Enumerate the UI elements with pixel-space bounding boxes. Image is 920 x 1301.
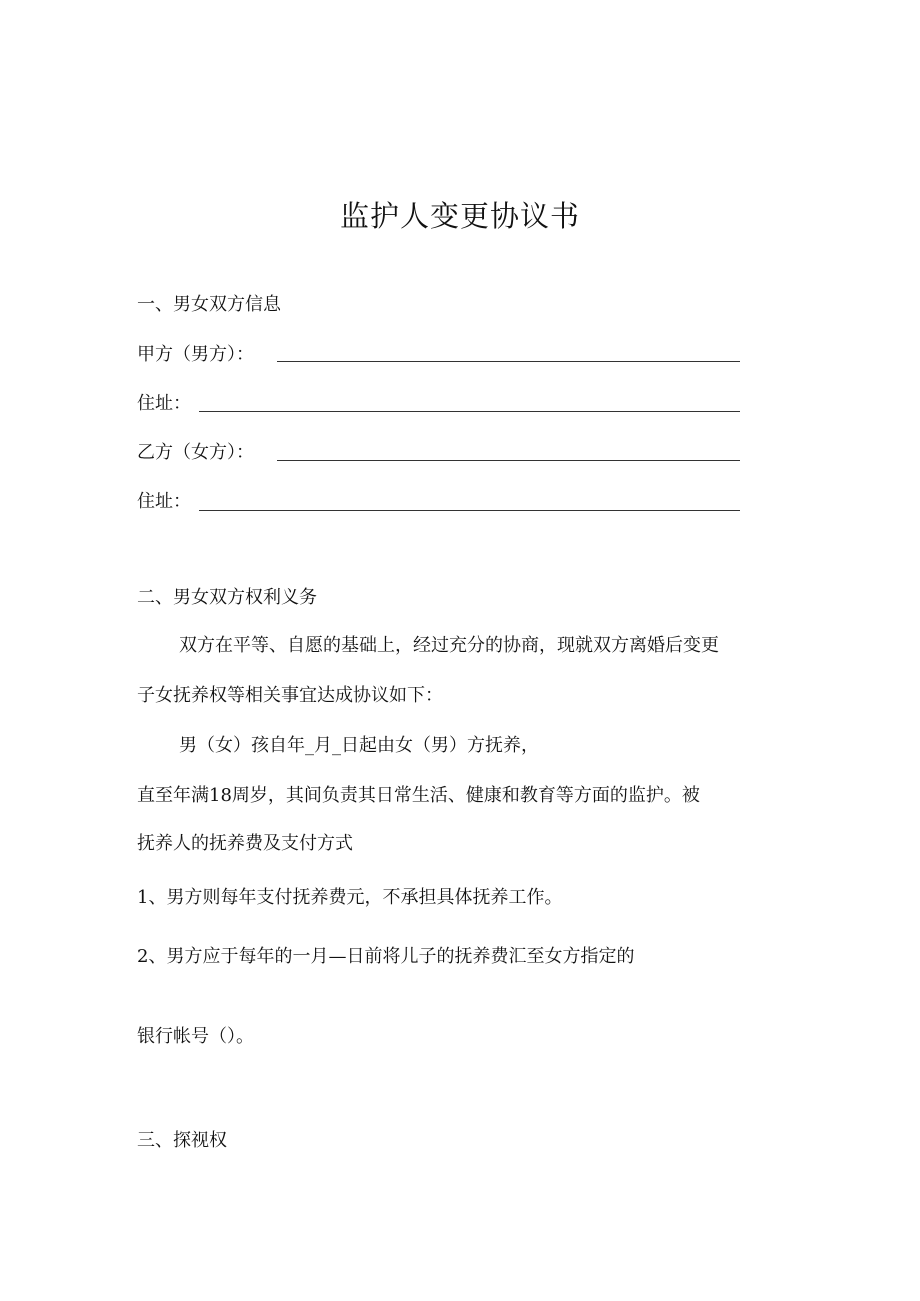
party-a-fill-line[interactable]	[277, 361, 740, 362]
section3-heading: 三、探视权	[137, 1130, 227, 1151]
party-a-label: 甲方（男方）：	[137, 344, 254, 365]
party-b-label: 乙方（女方）：	[137, 442, 254, 463]
para1-line1: 双方在平等、自愿的基础上，经过充分的协商，现就双方离婚后变更	[179, 635, 719, 656]
item-2: 2、男方应于每年的一月—日前将儿子的抚养费汇至女方指定的	[137, 946, 635, 967]
address-fill-line-2[interactable]	[199, 510, 740, 511]
address-fill-line-1[interactable]	[199, 411, 740, 412]
para1-line2: 子女抚养权等相关事宜达成协议如下：	[137, 685, 443, 706]
address-label-1: 住址：	[137, 393, 191, 414]
bank-account-line: 银行帐号（）。	[137, 1026, 254, 1047]
section2-heading: 二、男女双方权利义务	[137, 587, 317, 608]
page-title: 监护人变更协议书	[339, 199, 580, 233]
para2-line3: 抚养人的抚养费及支付方式	[137, 833, 353, 854]
para2-line1: 男（女）孩自年_月_日起由女（男）方抚养，	[179, 735, 539, 756]
address-label-2: 住址：	[137, 491, 191, 512]
para2-line2: 直至年满18周岁，其间负责其日常生活、健康和教育等方面的监护。被	[137, 785, 700, 806]
party-b-fill-line[interactable]	[277, 460, 740, 461]
section1-heading: 一、男女双方信息	[137, 294, 281, 315]
item-1: 1、男方则每年支付抚养费元，不承担具体抚养工作。	[137, 887, 563, 908]
